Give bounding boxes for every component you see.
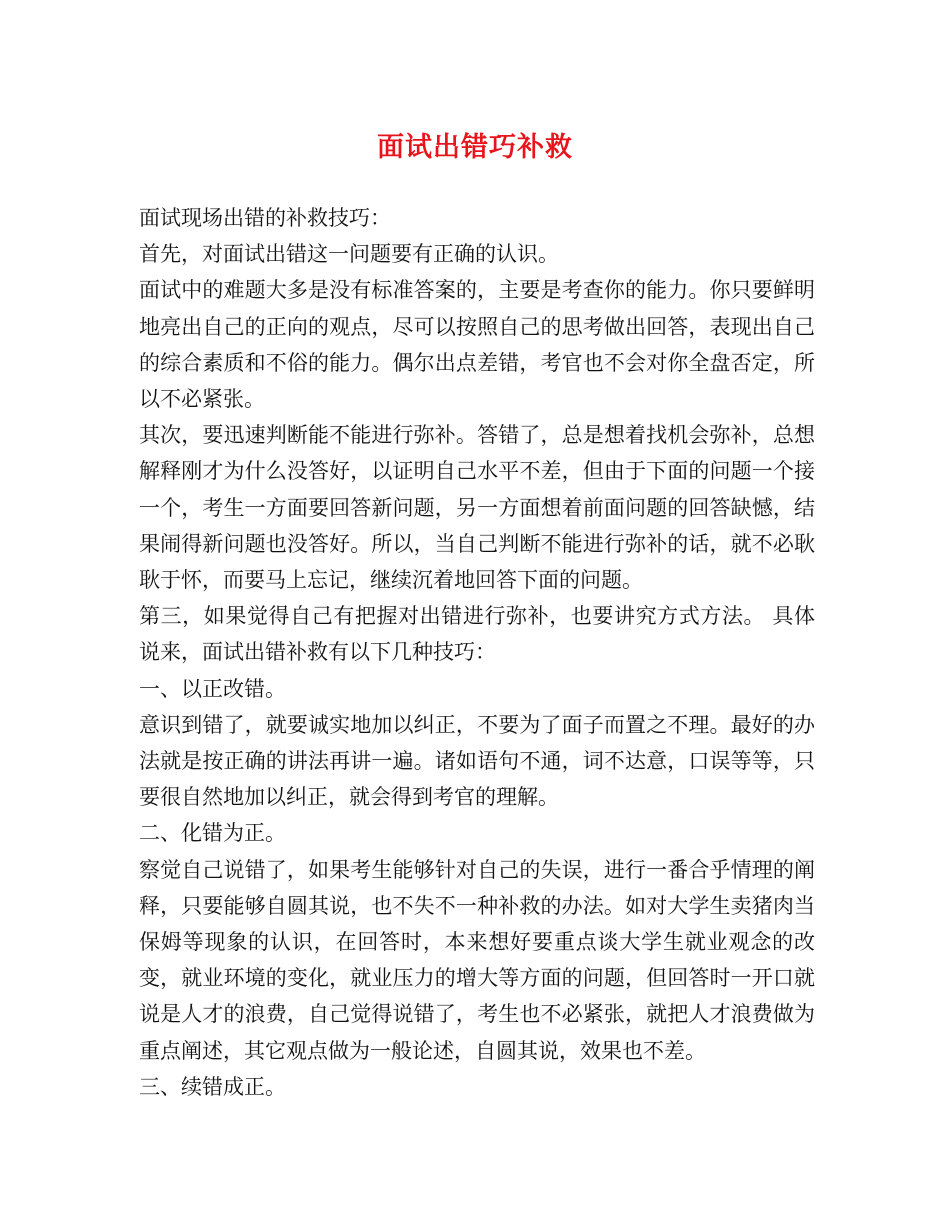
heading-technique-two: 二、化错为正。 bbox=[139, 821, 286, 846]
heading-technique-three: 三、续错成正。 bbox=[139, 1074, 286, 1099]
paragraph-technique-two: 察觉自己说错了，如果考生能够针对自己的失误，进行一番合乎情理的阐释，只要能够自圆其说，也不失不一种补救的办法。如对大学生卖猪肉当保姆等现象的认识，在回答时，本来想好要重点谈大学生就业观念的改变，就业环境的变化，就业压力的增大等方面的问题，但回答时一开口就说是人才的浪费，自己觉得说错了，考生也不必紧张，就把人才浪费做为重点阐述，其它观点做为一般论述，自圆其说，效果也不差。 bbox=[139, 857, 815, 1063]
document-body bbox=[139, 200, 815, 1105]
paragraph-second-point: 其次，要迅速判断能不能进行弥补。答错了，总是想着找机会弥补，总想解释刚才为什么没答好，以证明自己水平不差，但由于下面的问题一个接一个，考生一方面要回答新问题，另一方面想着前面问题的回答缺憾，结果闹得新问题也没答好。所以，当自己判断不能进行弥补的话，就不必耿耿于怀，而要马上忘记，继续沉着地回答下面的问题。 bbox=[139, 423, 815, 593]
paragraph-third-point: 第三，如果觉得自己有把握对出错进行弥补，也要讲究方式方法。 具体说来，面试出错补救有以下几种技巧： bbox=[139, 604, 815, 665]
paragraph-first-detail: 面试中的难题大多是没有标准答案的，主要是考查你的能力。你只要鲜明地亮出自己的正向的观点，尽可以按照自己的思考做出回答，表现出自己的综合素质和不俗的能力。偶尔出点差错，考官也不会对你全盘否定，所以不必紧张。 bbox=[139, 278, 815, 412]
paragraph-first-point: 首先，对面试出错这一问题要有正确的认识。 bbox=[139, 242, 559, 267]
heading-technique-one: 一、以正改错。 bbox=[139, 676, 286, 701]
document-title: 面试出错巧补救 bbox=[377, 132, 573, 163]
paragraph-intro: 面试现场出错的补救技巧： bbox=[139, 206, 391, 230]
paragraph-technique-one: 意识到错了，就要诚实地加以纠正，不要为了面子而置之不理。最好的办法就是按正确的讲法再讲一遍。诸如语句不通，词不达意，口误等等，只要很自然地加以纠正，就会得到考官的理解。 bbox=[139, 712, 815, 810]
